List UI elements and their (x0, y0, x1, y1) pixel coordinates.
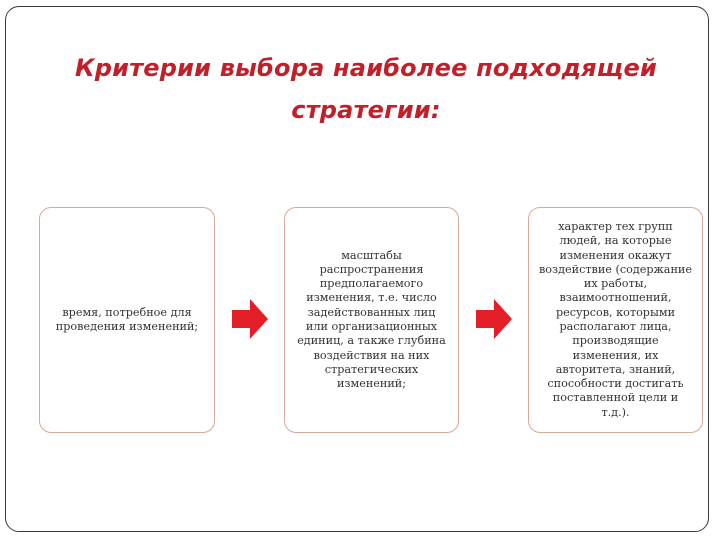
criterion-text-time: время, потребное для проведения изменений; (55, 305, 199, 333)
criterion-box-groups (528, 207, 703, 433)
right-arrow-icon (476, 299, 512, 339)
criterion-box-time (39, 207, 215, 433)
right-arrow-icon (232, 299, 268, 339)
criterion-box-scale (284, 207, 459, 433)
slide-frame (5, 6, 709, 532)
criterion-text-scale: масштабы распространения предполагаемого изменения, т.е. число задействованных лиц или организационных единиц, а также глубина воздействия на них стратегических изменений; (297, 248, 446, 391)
criterion-text-groups: характер тех групп людей, на которые изменения окажут воздействие (содержание их работы, взаимоотношений, ресурсов, которыми располагают лица, производящие изменения, их авторитета, знаний, способности достигать поставленной цели и т.д.). (538, 219, 693, 419)
slide-title: Критерии выбора наиболее подходящей стратегии: (74, 54, 657, 124)
